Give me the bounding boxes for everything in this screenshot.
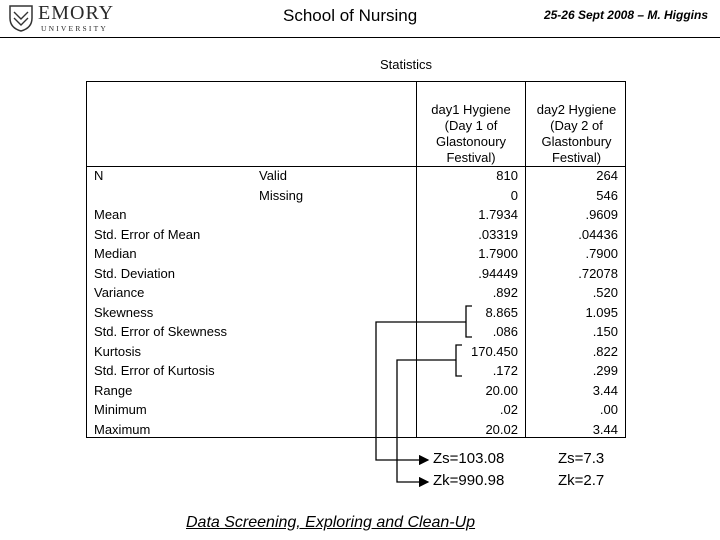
cell-day1: 810 [496,168,518,183]
table-title: Statistics [380,57,433,72]
row-label: Minimum [94,402,147,417]
cell-day2: 3.44 [592,421,618,437]
row-label: Std. Error of Kurtosis [94,363,215,378]
cell-day2: .7900 [585,246,618,261]
zk-day2: Zk=2.7 [558,472,605,489]
row-label: Std. Error of Mean [94,226,201,242]
skewness-connector [376,322,466,460]
cell-day1: .172 [492,363,518,378]
cell-day2: .520 [592,285,618,300]
cell-day1: 1.7900 [478,246,518,261]
slide-footer-title: Data Screening, Exploring and Clean-Up [186,514,476,531]
cell-day1: 0 [510,187,518,203]
row-label: Std. Error of Skewness [94,324,227,339]
row-label: N [94,168,104,183]
zk-day1: Zk=990.98 [433,472,505,489]
cell-day1: .892 [492,285,518,300]
cell-day2: 1.095 [585,304,618,320]
logo-wordmark: EMORY [38,2,115,24]
cell-day1: .94449 [478,265,518,281]
row-label: Mean [94,207,127,222]
cell-day1: 20.00 [485,382,518,398]
skewness-bracket [466,306,472,337]
cell-day2: .9609 [585,207,618,222]
column-header-day2: day2 Hygiene (Day 2 of Glastonbury Festival) [536,102,617,165]
row-label: Median [94,246,137,261]
row-label: Variance [94,285,145,300]
row-label: Maximum [94,421,151,437]
kurtosis-bracket [456,345,462,376]
cell-day1: .086 [492,324,518,339]
cell-day1: 1.7934 [478,207,518,222]
zs-day1: Zs=103.08 [433,450,505,467]
cell-day2: .299 [592,363,618,378]
cell-day2: .72078 [578,265,618,281]
cell-day2: .150 [592,324,618,339]
cell-day2: .04436 [578,226,618,242]
cell-day2: .822 [592,343,618,359]
row-label: Kurtosis [94,343,141,359]
cell-day1: 20.02 [485,421,518,437]
row-sublabel: Valid [259,168,287,183]
cell-day2: 3.44 [592,382,618,398]
row-label: Skewness [94,304,154,320]
header-date-author: 25-26 Sept 2008 – M. Higgins [543,8,708,22]
zs-day2: Zs=7.3 [558,450,605,467]
cell-day1: 8.865 [485,304,518,320]
cell-day1: .02 [499,402,518,417]
row-label: Range [94,382,133,398]
cell-day1: 170.450 [471,343,518,359]
header-title: School of Nursing [283,6,418,25]
row-sublabel: Missing [259,187,304,203]
cell-day2: 264 [596,168,618,183]
cell-day1: .03319 [478,226,518,242]
logo-subtitle: UNIVERSITY [41,24,108,33]
cell-day2: 546 [596,187,618,203]
row-label: Std. Deviation [94,265,175,281]
column-header-day1: day1 Hygiene (Day 1 of Glastonoury Festival) [431,102,511,165]
cell-day2: .00 [599,402,618,417]
